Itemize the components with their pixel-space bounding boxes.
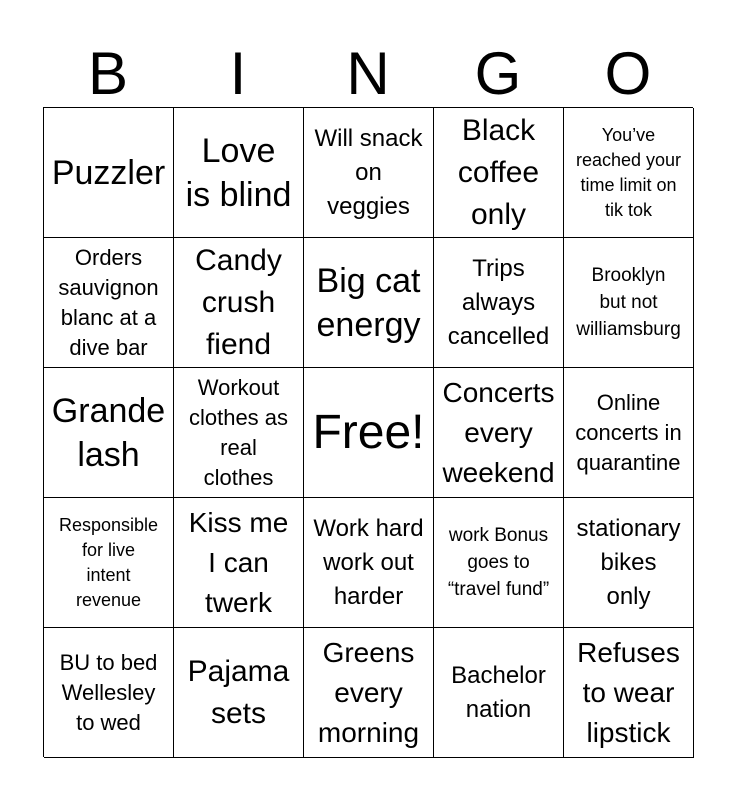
free-space-cell[interactable]: [304, 368, 434, 498]
bingo-cell-text: Love is blind: [185, 131, 292, 214]
header-letter-o: O: [604, 40, 652, 107]
bingo-cell-text: Brooklyn but not williamsburg: [576, 265, 681, 340]
bingo-cell-text: Grande lash: [51, 391, 166, 474]
header-letter-b: B: [87, 40, 129, 107]
bingo-cell[interactable]: [44, 628, 174, 758]
bingo-cell[interactable]: [304, 628, 434, 758]
bingo-cell-text: Online concerts in quarantine: [575, 389, 682, 475]
bingo-cell[interactable]: [44, 498, 174, 628]
bingo-cell[interactable]: [564, 238, 694, 368]
bingo-cell[interactable]: [434, 238, 564, 368]
bingo-cell[interactable]: [304, 498, 434, 628]
bingo-cell-text: Pajama sets: [187, 654, 290, 730]
bingo-cell-text: Bachelor nation: [451, 661, 546, 723]
bingo-cell[interactable]: [44, 238, 174, 368]
bingo-cell-text: Trips always cancelled: [447, 254, 550, 350]
bingo-cell[interactable]: [44, 368, 174, 498]
bingo-cell[interactable]: [174, 108, 304, 238]
free-space-text: Free!: [312, 405, 425, 459]
bingo-cell-text: Candy crush fiend: [195, 243, 282, 361]
bingo-cell[interactable]: [304, 238, 434, 368]
bingo-cell[interactable]: [564, 628, 694, 758]
bingo-cell[interactable]: [44, 108, 174, 238]
bingo-cell[interactable]: [174, 498, 304, 628]
bingo-cell[interactable]: [434, 498, 564, 628]
bingo-cell-text: Orders sauvignon blanc at a dive bar: [58, 244, 159, 360]
bingo-cell[interactable]: [174, 368, 304, 498]
bingo-cell-text: Concerts every weekend: [442, 376, 555, 488]
bingo-cell-text: work Bonus goes to “travel fund”: [447, 525, 550, 600]
bingo-cell[interactable]: [564, 498, 694, 628]
bingo-cell-text: Refuses to wear lipstick: [577, 636, 680, 748]
bingo-cell[interactable]: [434, 368, 564, 498]
bingo-cell-text: BU to bed Wellesley to wed: [59, 649, 158, 735]
header-letter-g: G: [474, 40, 522, 107]
bingo-cell-text: Kiss me I can twerk: [188, 506, 289, 618]
bingo-board: [43, 107, 693, 757]
bingo-cell[interactable]: [174, 628, 304, 758]
bingo-cell[interactable]: [304, 108, 434, 238]
bingo-cell-text: Big cat energy: [316, 261, 421, 344]
bingo-cell-text: Workout clothes as real clothes: [188, 374, 289, 490]
bingo-cell[interactable]: [434, 628, 564, 758]
bingo-cell-text: Will snack on veggies: [314, 124, 423, 220]
bingo-cell[interactable]: [564, 108, 694, 238]
bingo-cell-text: Puzzler: [51, 153, 166, 192]
bingo-cell-text: stationary bikes only: [576, 514, 681, 610]
header-letter-n: N: [346, 40, 390, 107]
bingo-cell-text: Work hard work out harder: [313, 514, 424, 610]
bingo-cell[interactable]: [564, 368, 694, 498]
bingo-header: [43, 40, 693, 108]
header-letter-i: I: [229, 40, 247, 107]
bingo-cell-text: Greens every morning: [317, 636, 420, 748]
bingo-cell[interactable]: [174, 238, 304, 368]
bingo-cell-text: Black coffee only: [457, 113, 540, 231]
bingo-cell-text: Responsible for live intent revenue: [58, 514, 159, 610]
bingo-cell[interactable]: [434, 108, 564, 238]
bingo-cell-text: You’ve reached your time limit on tik tok: [575, 124, 682, 220]
